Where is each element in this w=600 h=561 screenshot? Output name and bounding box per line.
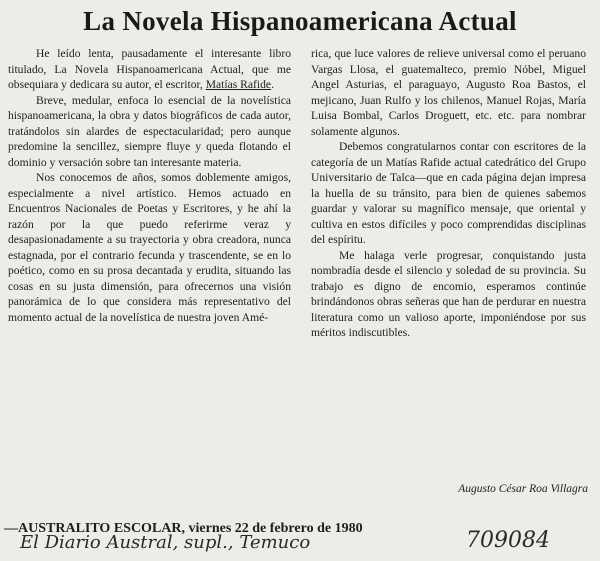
paragraph-text: He leído lenta, pausadamente el interesante libro titulado, La Novela Hispanoamericana Actual, que me obsequiara y dedicara su autor, el escritor,: [8, 47, 291, 91]
handwritten-number: 709084: [466, 528, 550, 553]
article-title: La Novela Hispanoamericana Actual: [83, 6, 517, 36]
handwritten-annotation: El Diario Austral, supl., Temuco: [20, 532, 311, 553]
left-column: [8, 46, 291, 325]
paragraph: Debemos congratularnos contar con escritores de la categoría de un Matías Rafide actual catedrático del Grupo Universitario de Talca—que en cada página dejan impresa la huella de su tránsito, para bien de quienes sabemos guardar y valorar su magnífico mensaje, que oriental y cultiva en estos difíciles y poco comprendidas disciplinas del espíritu.: [311, 140, 586, 246]
right-column: [311, 46, 586, 341]
paragraph: Me halaga verle progresar, conquistando justa nombradía desde el silencio y soledad de su provincia. Su trabajo es digno de encomio, esperamos continúe brindándonos obras señeras que han de perdurar en nuestra literatura como un valioso aporte, imponiéndose por sus méritos indiscutibles.: [311, 248, 586, 339]
author-name: Matías Rafide: [205, 78, 272, 91]
paragraph-end: .: [271, 78, 274, 91]
paragraph: rica, que luce valores de relieve universal como el peruano Vargas Llosa, el guatemalteco, premio Nóbel, Miguel Angel Asturias, el paraguayo, Augusto Roa Bastos, el mejicano, Juan Rulfo y los chilenos, Manuel Rojas, María Luisa Bombal, Carlos Droguett, etc. etc. para nombrar solamente algunos.: [311, 47, 586, 138]
source-line: —AUSTRALITO ESCOLAR, viernes 22 de febrero de 1980: [4, 521, 363, 536]
signature: Augusto César Roa Villagra: [458, 483, 588, 495]
paragraph: Nos conocemos de años, somos doblemente amigos, especialmente a nivel artístico. Hemos actuado en Encuentros Nacionales de Poetas y Escritores, y he ahí la razón por la que puedo referirme veraz y desapasionadamente a su trayectoria y obra creadora, nunca estagnada, por el contrario fecunda y trascendente, se en lo poético, como en su prosa decantada y erudita, situando las cosas en su justa dimensión, para ofrecernos una visión panorámica de lo que considera más representativo del momento actual de la novelística de nuestra joven Amé-: [8, 171, 291, 324]
paragraph: [8, 46, 291, 93]
paragraph: Breve, medular, enfoca lo esencial de la novelística hispanoamericana, la obra y datos biográficos de cada autor, tratándolos sin alardes de espectacularidad; pero aunque predomine la sencillez, siempre fluye y queda flotando el dominio y versación sobre tan interesante materia.: [8, 93, 291, 169]
